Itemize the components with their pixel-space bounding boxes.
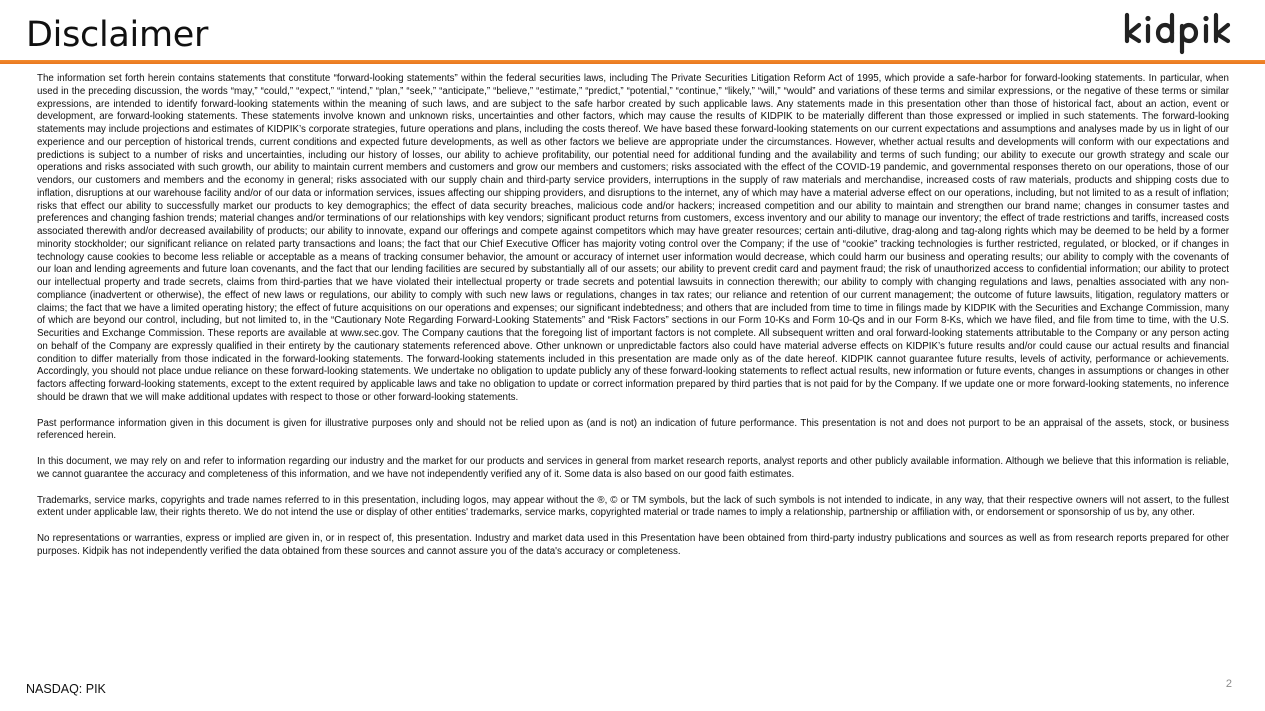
kidpik-logo-mark bbox=[1123, 11, 1241, 55]
page-title: Disclaimer bbox=[26, 15, 209, 55]
past-performance-paragraph: Past performance information given in this document is given for illustrative purposes only and should not be relied upon as (and is not) an indication of future performance. This presentation is not and does not purport to be an appraisal of the assets, stock, or business referenced herein. bbox=[37, 417, 1229, 442]
kidpik-logo bbox=[1123, 10, 1241, 56]
forward-looking-statements-paragraph: The information set forth herein contains statements that constitute “forward-looking statements” within the federal securities laws, including The Private Securities Litigation Reform Act of 1995, which provide a safe-harbor for forward-looking statements. In particular, when used in the preceding discussion, the words “may,” “could,” “expect,” “intend,” “plan,” “seek,” “anticipate,” “believe,” “estimate,” “predict,” “potential,” “continue,” “likely,” “will,” “would” and variations of these terms and similar expressions, or the negative of these terms or similar expressions, are intended to identify forward-looking statements within the meaning of such laws, and are subject to the safe harbor created by such applicable laws. Any statements made in this presentation other than those of historical fact, about an action, event or development, are forward-looking statements. These statements involve known and unknown risks, uncertainties and other factors, which may cause the results of KIDPIK to be materially different than those expressed or implied in such statements. The forward-looking statements may include projections and estimates of KIDPIK’s corporate strategies, future operations and plans, including the costs thereof. We have based these forward-looking statements on our current expectations and assumptions and analyses made by us in light of our experience and our perception of historical trends, current conditions and expected future developments, as well as other factors we believe are appropriate under the circumstances. However, whether actual results and developments will conform with our expectations and predictions is subject to a number of risks and uncertainties, including our history of losses, our ability to achieve profitability, our potential need for additional funding and the availability and terms of such funding; our ability to execute our growth strategy and scale our operations and risks associated with such growth, our ability to maintain current members and customers and grow our members and customers; risks associated with the effect of the COVID-19 pandemic, and governmental responses thereto on our operations, those of our vendors, our customers and members and the economy in general; risks associated with our supply chain and third-party service providers, interruptions in the supply of raw materials and merchandise, increased costs of raw materials, products and shipping costs due to inflation, disruptions at our warehouse facility and/or of our data or information services, issues affecting our shipping providers, and disruptions to the internet, any of which may have a material adverse effect on our operations, including, but not limited to as a result of inflation; risks that effect our ability to successfully market our products to key demographics; the effect of data security breaches, malicious code and/or hackers; increased competition and our ability to maintain and strengthen our brand name; changes in consumer tastes and preferences and changing fashion trends; material changes and/or terminations of our relationships with key vendors; significant product returns from customers, excess inventory and our ability to manage our inventory; the effect of trade restrictions and tariffs, increased costs associated therewith and/or decreased availability of products; our ability to innovate, expand our offerings and compete against competitors which may have greater resources; certain anti-dilutive, drag-along and tag-along rights which may be deemed to be held by a former minority stockholder; our significant reliance on related party transactions and loans; the fact that our Chief Executive Officer has majority voting control over the Company; if the use of “cookie” tracking technologies is further restricted, regulated, or blocked, or if changes in technology cause cookies to become less reliable or acceptable as a means of tracking consumer behavior, the amount or accuracy of internet user information would decrease, which could harm our business and operating results; our ability to comply with the covenants of our loan and lending agreements and future loan covenants, and the fact that our lending facilities are secured by substantially all of our assets; our ability to prevent credit card and payment fraud; the risk of unauthorized access to confidential information; our ability to protect our intellectual property and trade secrets, claims from third-parties that we have violated their intellectual property or trade secrets and potential lawsuits in connection therewith; our ability to comply with changing regulations and laws, penalties associated with any non-compliance (inadvertent or otherwise), the effect of new laws or regulations, our ability to comply with such new laws or regulations, changes in tax rates; our reliance and retention of our current management; the outcome of future lawsuits, litigation, regulatory matters or claims; the fact that we have a limited operating history; the effect of future acquisitions on our operations and expenses; our significant indebtedness; and others that are included from time to time in filings made by KIDPIK with the Securities and Exchange Commission, many of which are beyond our control, including, but not limited to, in the “Cautionary Note Regarding Forward-Looking Statements” and “Risk Factors” sections in our Form 10-Ks and Form 10-Qs and in our Form 8-Ks, which we have filed, and file from time to time, with the U.S. Securities and Exchange Commission. These reports are available at www.sec.gov. The Company cautions that the foregoing list of important factors is not complete. All subsequent written and oral forward-looking statements attributable to the Company or any person acting on behalf of the Company are expressly qualified in their entirety by the cautionary statements referenced above. Other unknown or unpredictable factors also could have material adverse effects on KIDPIK’s future results and/or could cause our actual results and financial condition to differ materially from those indicated in the forward-looking statements. The forward-looking statements included in this presentation are made only as of the date hereof. KIDPIK cannot guarantee future results, levels of activity, performance or achievements. Accordingly, you should not place undue reliance on these forward-looking statements. We undertake no obligation to update publicly any of these forward-looking statements to reflect actual results, new information or future events, changes in assumptions or changes in other factors affecting forward-looking statements, except to the extent required by applicable laws and take no obligation to update or correct information prepared by third parties that is not paid for by the Company. If we update one or more forward-looking statements, no inference should be drawn that we will make additional updates with respect to those or other forward-looking statements. bbox=[37, 73, 1229, 403]
footer-ticker: NASDAQ: PIK bbox=[26, 682, 106, 696]
header-accent-rule bbox=[0, 60, 1265, 64]
industry-data-paragraph: In this document, we may rely on and refer to information regarding our industry and the market for our products and services in general from market research reports, analyst reports and other publicly available information. Although we believe that this information is reliable, we cannot guarantee the accuracy and completeness of this information, and we have not independently verified any of it. Some data is also based on our good faith estimates. bbox=[37, 456, 1229, 480]
disclaimer-body bbox=[37, 73, 1229, 572]
no-representations-paragraph: No representations or warranties, express or implied are given in, or in respect of, this presentation. Industry and market data used in this Presentation have been obtained from third-party industry publications and sources as well as from research reports prepared for other purposes. Kidpik has not independently verified the data obtained from these sources and cannot assure you of the data's accuracy or completeness. bbox=[37, 533, 1229, 557]
page-number: 2 bbox=[1225, 678, 1232, 690]
trademarks-paragraph: Trademarks, service marks, copyrights and trade names referred to in this presentation, including logos, may appear without the ®, © or TM symbols, but the lack of such symbols is not intended to indicate, in any way, that their respective owners will not assert, to the fullest extent under applicable law, their rights thereto. We do not intend the use or display of other entities' trademarks, service marks, copyrighted material or trade names to imply a relationship, partnership or affiliation with, or endorsement or sponsorship of us by, any other. bbox=[37, 494, 1229, 519]
